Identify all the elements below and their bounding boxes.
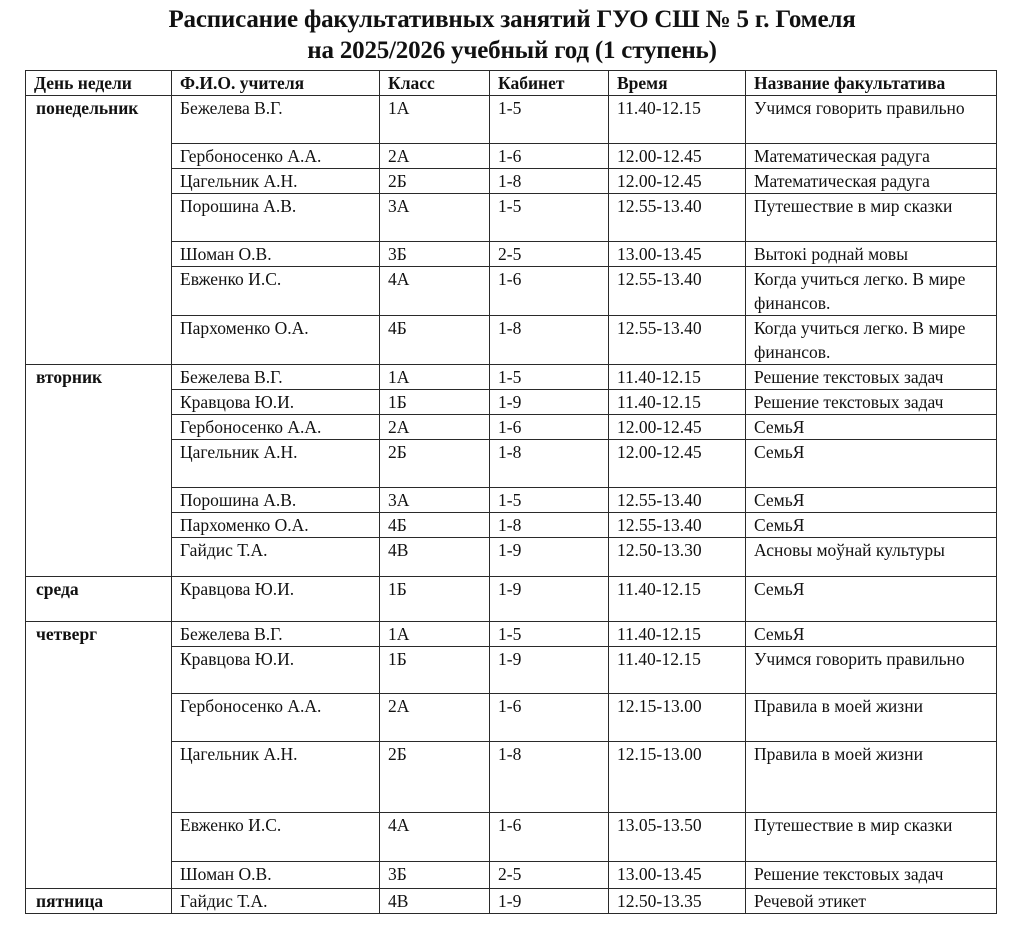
header-teacher: Ф.И.О. учителя — [172, 71, 380, 96]
room-cell: 1-5 — [490, 488, 609, 513]
room-cell: 1-6 — [490, 144, 609, 169]
room-cell: 1-5 — [490, 96, 609, 144]
time-cell: 12.55-13.40 — [609, 316, 746, 365]
schedule-row — [26, 488, 997, 513]
teacher-cell: Кравцова Ю.И. — [172, 647, 380, 694]
course-cell: Вытокі роднай мовы — [746, 242, 997, 267]
course-cell: Математическая радуга — [746, 144, 997, 169]
day-cell: вторник — [26, 365, 172, 577]
class-cell: 4А — [380, 813, 490, 862]
teacher-cell: Бежелева В.Г. — [172, 365, 380, 390]
teacher-cell: Порошина А.В. — [172, 488, 380, 513]
class-cell: 3А — [380, 488, 490, 513]
schedule-row — [26, 316, 997, 365]
class-cell: 2А — [380, 694, 490, 742]
teacher-cell: Евженко И.С. — [172, 813, 380, 862]
course-cell: СемьЯ — [746, 440, 997, 488]
teacher-cell: Гербоносенко А.А. — [172, 144, 380, 169]
schedule-row — [26, 862, 997, 889]
time-cell: 13.00-13.45 — [609, 862, 746, 889]
teacher-cell: Шоман О.В. — [172, 862, 380, 889]
header-class: Класс — [380, 71, 490, 96]
class-cell: 2А — [380, 415, 490, 440]
time-cell: 12.55-13.40 — [609, 513, 746, 538]
room-cell: 1-9 — [490, 889, 609, 914]
document-title: Расписание факультативных занятий ГУО СШ № 5 г. Гомеля — [168, 6, 856, 33]
room-cell: 1-9 — [490, 390, 609, 415]
course-cell: Асновы моўнай культуры — [746, 538, 997, 577]
time-cell: 12.00-12.45 — [609, 169, 746, 194]
course-cell: Решение текстовых задач — [746, 365, 997, 390]
schedule-row — [26, 538, 997, 577]
header-row — [26, 71, 997, 96]
schedule-row — [26, 96, 997, 144]
room-cell: 1-6 — [490, 694, 609, 742]
room-cell: 1-6 — [490, 415, 609, 440]
schedule-row — [26, 144, 997, 169]
schedule-row — [26, 694, 997, 742]
course-cell: Правила в моей жизни — [746, 694, 997, 742]
room-cell: 1-8 — [490, 440, 609, 488]
schedule-row — [26, 267, 997, 316]
teacher-cell: Пархоменко О.А. — [172, 316, 380, 365]
schedule-row — [26, 622, 997, 647]
course-cell: Учимся говорить правильно — [746, 96, 997, 144]
time-cell: 12.00-12.45 — [609, 415, 746, 440]
room-cell: 1-8 — [490, 742, 609, 813]
class-cell: 3Б — [380, 242, 490, 267]
header-day: День недели — [26, 71, 172, 96]
room-cell: 1-5 — [490, 622, 609, 647]
time-cell: 12.50-13.30 — [609, 538, 746, 577]
class-cell: 2Б — [380, 742, 490, 813]
schedule-row — [26, 194, 997, 242]
class-cell: 1А — [380, 96, 490, 144]
schedule-row — [26, 889, 997, 914]
course-cell: Решение текстовых задач — [746, 390, 997, 415]
course-cell: Учимся говорить правильно — [746, 647, 997, 694]
time-cell: 12.15-13.00 — [609, 742, 746, 813]
room-cell: 2-5 — [490, 862, 609, 889]
course-cell: Правила в моей жизни — [746, 742, 997, 813]
teacher-cell: Шоман О.В. — [172, 242, 380, 267]
teacher-cell: Гайдис Т.А. — [172, 538, 380, 577]
time-cell: 11.40-12.15 — [609, 622, 746, 647]
header-course: Название факультатива — [746, 71, 997, 96]
class-cell: 1Б — [380, 390, 490, 415]
class-cell: 3Б — [380, 862, 490, 889]
room-cell: 1-9 — [490, 577, 609, 622]
room-cell: 2-5 — [490, 242, 609, 267]
schedule-row — [26, 390, 997, 415]
time-cell: 12.50-13.35 — [609, 889, 746, 914]
class-cell: 2А — [380, 144, 490, 169]
room-cell: 1-9 — [490, 538, 609, 577]
course-cell: СемьЯ — [746, 577, 997, 622]
course-cell: Решение текстовых задач — [746, 862, 997, 889]
course-cell: Речевой этикет — [746, 889, 997, 914]
schedule-row — [26, 647, 997, 694]
day-cell: понедельник — [26, 96, 172, 365]
course-cell: СемьЯ — [746, 415, 997, 440]
schedule-row — [26, 513, 997, 538]
header-time: Время — [609, 71, 746, 96]
teacher-cell: Евженко И.С. — [172, 267, 380, 316]
course-cell: Математическая радуга — [746, 169, 997, 194]
time-cell: 12.55-13.40 — [609, 194, 746, 242]
room-cell: 1-8 — [490, 513, 609, 538]
teacher-cell: Порошина А.В. — [172, 194, 380, 242]
schedule-table — [25, 70, 997, 914]
time-cell: 12.55-13.40 — [609, 267, 746, 316]
time-cell: 12.00-12.45 — [609, 144, 746, 169]
header-room: Кабинет — [490, 71, 609, 96]
time-cell: 11.40-12.15 — [609, 365, 746, 390]
class-cell: 4Б — [380, 513, 490, 538]
time-cell: 12.15-13.00 — [609, 694, 746, 742]
teacher-cell: Гайдис Т.А. — [172, 889, 380, 914]
teacher-cell: Кравцова Ю.И. — [172, 390, 380, 415]
time-cell: 11.40-12.15 — [609, 96, 746, 144]
teacher-cell: Пархоменко О.А. — [172, 513, 380, 538]
teacher-cell: Бежелева В.Г. — [172, 622, 380, 647]
time-cell: 13.00-13.45 — [609, 242, 746, 267]
class-cell: 4Б — [380, 316, 490, 365]
room-cell: 1-6 — [490, 267, 609, 316]
course-cell: СемьЯ — [746, 488, 997, 513]
room-cell: 1-5 — [490, 365, 609, 390]
course-cell: СемьЯ — [746, 622, 997, 647]
course-cell: Когда учиться легко. В мире финансов. — [746, 316, 997, 365]
time-cell: 11.40-12.15 — [609, 390, 746, 415]
course-cell: СемьЯ — [746, 513, 997, 538]
time-cell: 13.05-13.50 — [609, 813, 746, 862]
schedule-row — [26, 742, 997, 813]
room-cell: 1-8 — [490, 316, 609, 365]
time-cell: 12.55-13.40 — [609, 488, 746, 513]
room-cell: 1-6 — [490, 813, 609, 862]
class-cell: 1А — [380, 622, 490, 647]
class-cell: 3А — [380, 194, 490, 242]
day-cell: среда — [26, 577, 172, 622]
time-cell: 11.40-12.15 — [609, 577, 746, 622]
schedule-row — [26, 577, 997, 622]
schedule-row — [26, 242, 997, 267]
teacher-cell: Цагельник А.Н. — [172, 742, 380, 813]
class-cell: 4В — [380, 538, 490, 577]
course-cell: Путешествие в мир сказки — [746, 194, 997, 242]
room-cell: 1-9 — [490, 647, 609, 694]
day-cell: пятница — [26, 889, 172, 914]
course-cell: Путешествие в мир сказки — [746, 813, 997, 862]
class-cell: 1Б — [380, 577, 490, 622]
teacher-cell: Гербоносенко А.А. — [172, 415, 380, 440]
teacher-cell: Цагельник А.Н. — [172, 169, 380, 194]
class-cell: 2Б — [380, 169, 490, 194]
teacher-cell: Кравцова Ю.И. — [172, 577, 380, 622]
document-subtitle: на 2025/2026 учебный год (1 ступень) — [307, 37, 717, 64]
room-cell: 1-5 — [490, 194, 609, 242]
class-cell: 4А — [380, 267, 490, 316]
class-cell: 1Б — [380, 647, 490, 694]
class-cell: 1А — [380, 365, 490, 390]
schedule-row — [26, 169, 997, 194]
schedule-row — [26, 415, 997, 440]
day-cell: четверг — [26, 622, 172, 889]
time-cell: 11.40-12.15 — [609, 647, 746, 694]
teacher-cell: Цагельник А.Н. — [172, 440, 380, 488]
class-cell: 4В — [380, 889, 490, 914]
teacher-cell: Бежелева В.Г. — [172, 96, 380, 144]
course-cell: Когда учиться легко. В мире финансов. — [746, 267, 997, 316]
teacher-cell: Гербоносенко А.А. — [172, 694, 380, 742]
room-cell: 1-8 — [490, 169, 609, 194]
time-cell: 12.00-12.45 — [609, 440, 746, 488]
schedule-row — [26, 813, 997, 862]
schedule-row — [26, 365, 997, 390]
schedule-row — [26, 440, 997, 488]
class-cell: 2Б — [380, 440, 490, 488]
